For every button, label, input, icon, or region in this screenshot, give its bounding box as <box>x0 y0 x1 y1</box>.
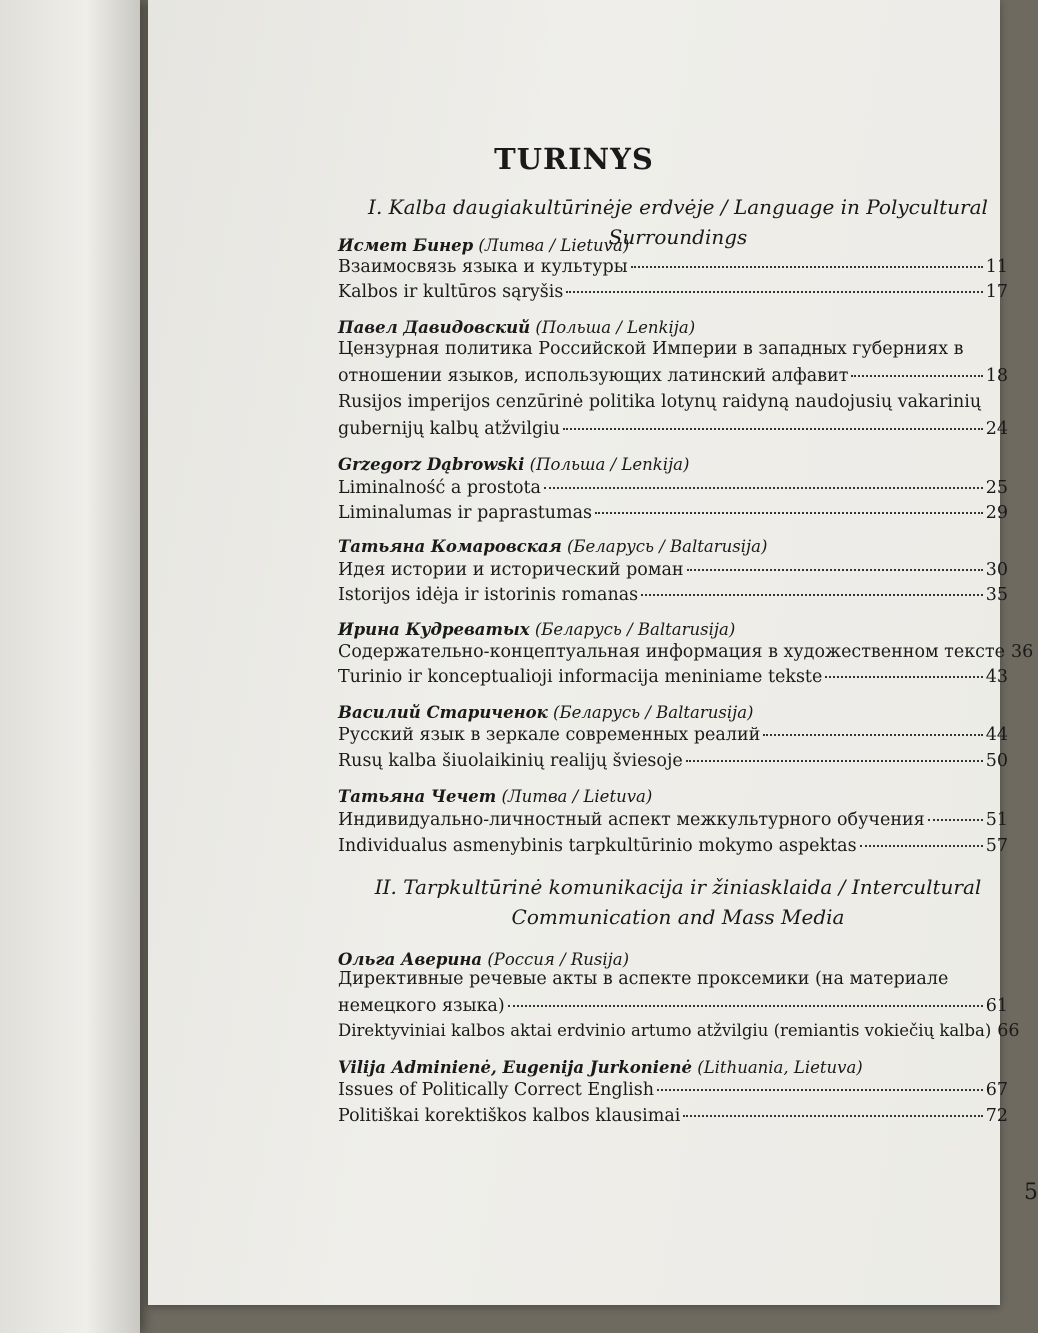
author-country: (Lithuania, Lietuva) <box>692 1058 863 1077</box>
author-line <box>338 1058 863 1077</box>
author-line <box>338 236 629 255</box>
entry-title: gubernijų kalbų atžvilgiu <box>338 419 561 439</box>
author-name: Татьяна Комаровская <box>338 537 562 556</box>
page-title: TURINYS <box>494 142 654 176</box>
entry-page: 57 <box>985 836 1008 856</box>
author-line <box>338 703 754 722</box>
entry-title: Direktyviniai kalbos aktai erdvinio artumo atžvilgiu (remiantis vokiečių kalba) <box>338 1021 992 1040</box>
dot-leader <box>566 291 982 293</box>
entry-page: 17 <box>985 282 1008 302</box>
toc-entry <box>338 1077 1008 1104</box>
entry-title: отношении языков, использующих латинский алфавит <box>338 366 849 386</box>
author-name: Василий Стариченок <box>338 703 548 722</box>
entry-title: Issues of Politically Correct English <box>338 1080 655 1100</box>
toc-entry <box>338 475 1008 502</box>
author-line <box>338 455 689 474</box>
section-heading-line: II. Tarpkultūrinė komunikacija ir žiniasklaida / Intercultural <box>374 875 982 899</box>
dot-leader <box>683 1115 982 1117</box>
author-country: (Литва / Lietuva) <box>496 787 653 806</box>
entry-title: Индивидуально-личностный аспект межкультурного обучения <box>338 810 925 830</box>
author-country: (Польша / Lenkija) <box>530 318 696 337</box>
entry-title: Istorijos idėja ir istorinis romanas <box>338 585 639 605</box>
author-name: Grzegorz Dąbrowski <box>338 455 525 474</box>
toc-entry <box>338 639 1034 666</box>
page-number: 5 <box>1024 1180 1038 1205</box>
entry-title: Kalbos ir kultūros sąryšis <box>338 282 564 302</box>
entry-page: 25 <box>985 478 1008 498</box>
entry-title-line: Директивные речевые акты в аспекте проксемики (на материале <box>338 969 949 989</box>
entry-page: 30 <box>985 560 1008 580</box>
entry-title: Turinio ir konceptualioji informacija meniniame tekste <box>338 667 823 687</box>
dot-leader <box>928 819 983 821</box>
entry-page: 72 <box>985 1106 1008 1126</box>
author-line <box>338 787 652 806</box>
toc-entry <box>338 254 1008 281</box>
entry-title-line: Цензурная политика Российской Империи в западных губерниях в <box>338 339 964 359</box>
entry-title: Individualus asmenybinis tarpkultūrinio mokymo aspektas <box>338 836 857 856</box>
entry-title-line: Rusijos imperijos cenzūrinė politika lotynų raidyną naudojusių vakarinių <box>338 392 982 412</box>
entry-page: 29 <box>985 503 1008 523</box>
author-country: (Беларусь / Baltarusija) <box>561 537 768 556</box>
toc-entry <box>338 722 1008 749</box>
entry-title: Идея истории и исторический роман <box>338 560 684 580</box>
entry-page: 35 <box>985 585 1008 605</box>
author-country: (Литва / Lietuva) <box>473 236 630 255</box>
entry-title: Liminalumas ir paprastumas <box>338 503 593 523</box>
entry-title: Взаимосвязь языка и культуры <box>338 257 628 277</box>
toc-entry <box>338 966 1008 1020</box>
entry-title: Politiškai korektiškos kalbos klausimai <box>338 1106 681 1126</box>
toc-entry <box>338 1017 1020 1045</box>
toc-entry <box>338 389 1008 443</box>
dot-leader <box>825 676 982 678</box>
dot-leader <box>860 845 983 847</box>
entry-page: 24 <box>985 419 1008 439</box>
author-name: Vilija Adminienė, Eugenija Jurkonienė <box>338 1058 693 1077</box>
author-line <box>338 537 767 556</box>
author-name: Ольга Аверина <box>338 950 483 969</box>
dot-leader <box>763 734 982 736</box>
toc-entry <box>338 582 1008 609</box>
dot-leader <box>631 266 983 268</box>
dot-leader <box>544 487 983 489</box>
dot-leader <box>595 512 983 514</box>
toc-entry <box>338 664 1008 691</box>
dot-leader <box>851 375 982 377</box>
author-country: (Польша / Lenkija) <box>524 455 690 474</box>
entry-page: 61 <box>985 996 1008 1016</box>
facing-page-edge <box>0 0 140 1333</box>
author-line <box>338 620 735 639</box>
entry-page: 66 <box>997 1021 1020 1041</box>
entry-title: Русский язык в зеркале современных реалий <box>338 725 761 745</box>
entry-page: 44 <box>985 725 1008 745</box>
section-heading-line: I. Kalba daugiakultūrinėje erdvėje / Language in Polycultural Surroundings <box>368 195 988 249</box>
entry-page: 18 <box>985 366 1008 386</box>
entry-page: 50 <box>985 751 1008 771</box>
section-heading-line: Communication and Mass Media <box>511 905 845 929</box>
author-name: Исмет Бинер <box>338 236 474 255</box>
toc-entry <box>338 336 1008 390</box>
dot-leader <box>508 1005 983 1007</box>
toc-entry <box>338 1103 1008 1130</box>
entry-title: немецкого языка) <box>338 996 505 1016</box>
toc-entry <box>338 500 1008 527</box>
entry-page: 11 <box>985 257 1008 277</box>
author-line <box>338 318 695 337</box>
entry-page: 67 <box>985 1080 1008 1100</box>
entry-title: Содержательно-концептуальная информация в художественном тексте <box>338 642 1005 662</box>
author-name: Павел Давидовский <box>338 318 531 337</box>
author-name: Ирина Кудреватых <box>338 620 530 639</box>
toc-entry <box>338 748 1008 775</box>
author-country: (Беларусь / Baltarusija) <box>529 620 736 639</box>
author-country: (Россия / Rusija) <box>482 950 630 969</box>
entry-page: 36 <box>1010 642 1034 662</box>
toc-entry <box>338 557 1008 584</box>
entry-page: 51 <box>985 810 1008 830</box>
toc-entry <box>338 807 1008 834</box>
toc-entry <box>338 833 1008 860</box>
entry-title: Liminalność a prostota <box>338 478 541 498</box>
dot-leader <box>657 1089 983 1091</box>
author-country: (Беларусь / Baltarusija) <box>547 703 754 722</box>
dot-leader <box>686 760 983 762</box>
dot-leader <box>641 594 983 596</box>
author-name: Татьяна Чечет <box>338 787 497 806</box>
book-page <box>148 0 1038 1305</box>
section-heading-2 <box>338 872 1018 932</box>
entry-title: Rusų kalba šiuolaikinių realijų šviesoje <box>338 751 683 771</box>
dot-leader <box>563 428 983 430</box>
dot-leader <box>687 569 983 571</box>
entry-page: 43 <box>985 667 1008 687</box>
toc-entry <box>338 279 1008 306</box>
